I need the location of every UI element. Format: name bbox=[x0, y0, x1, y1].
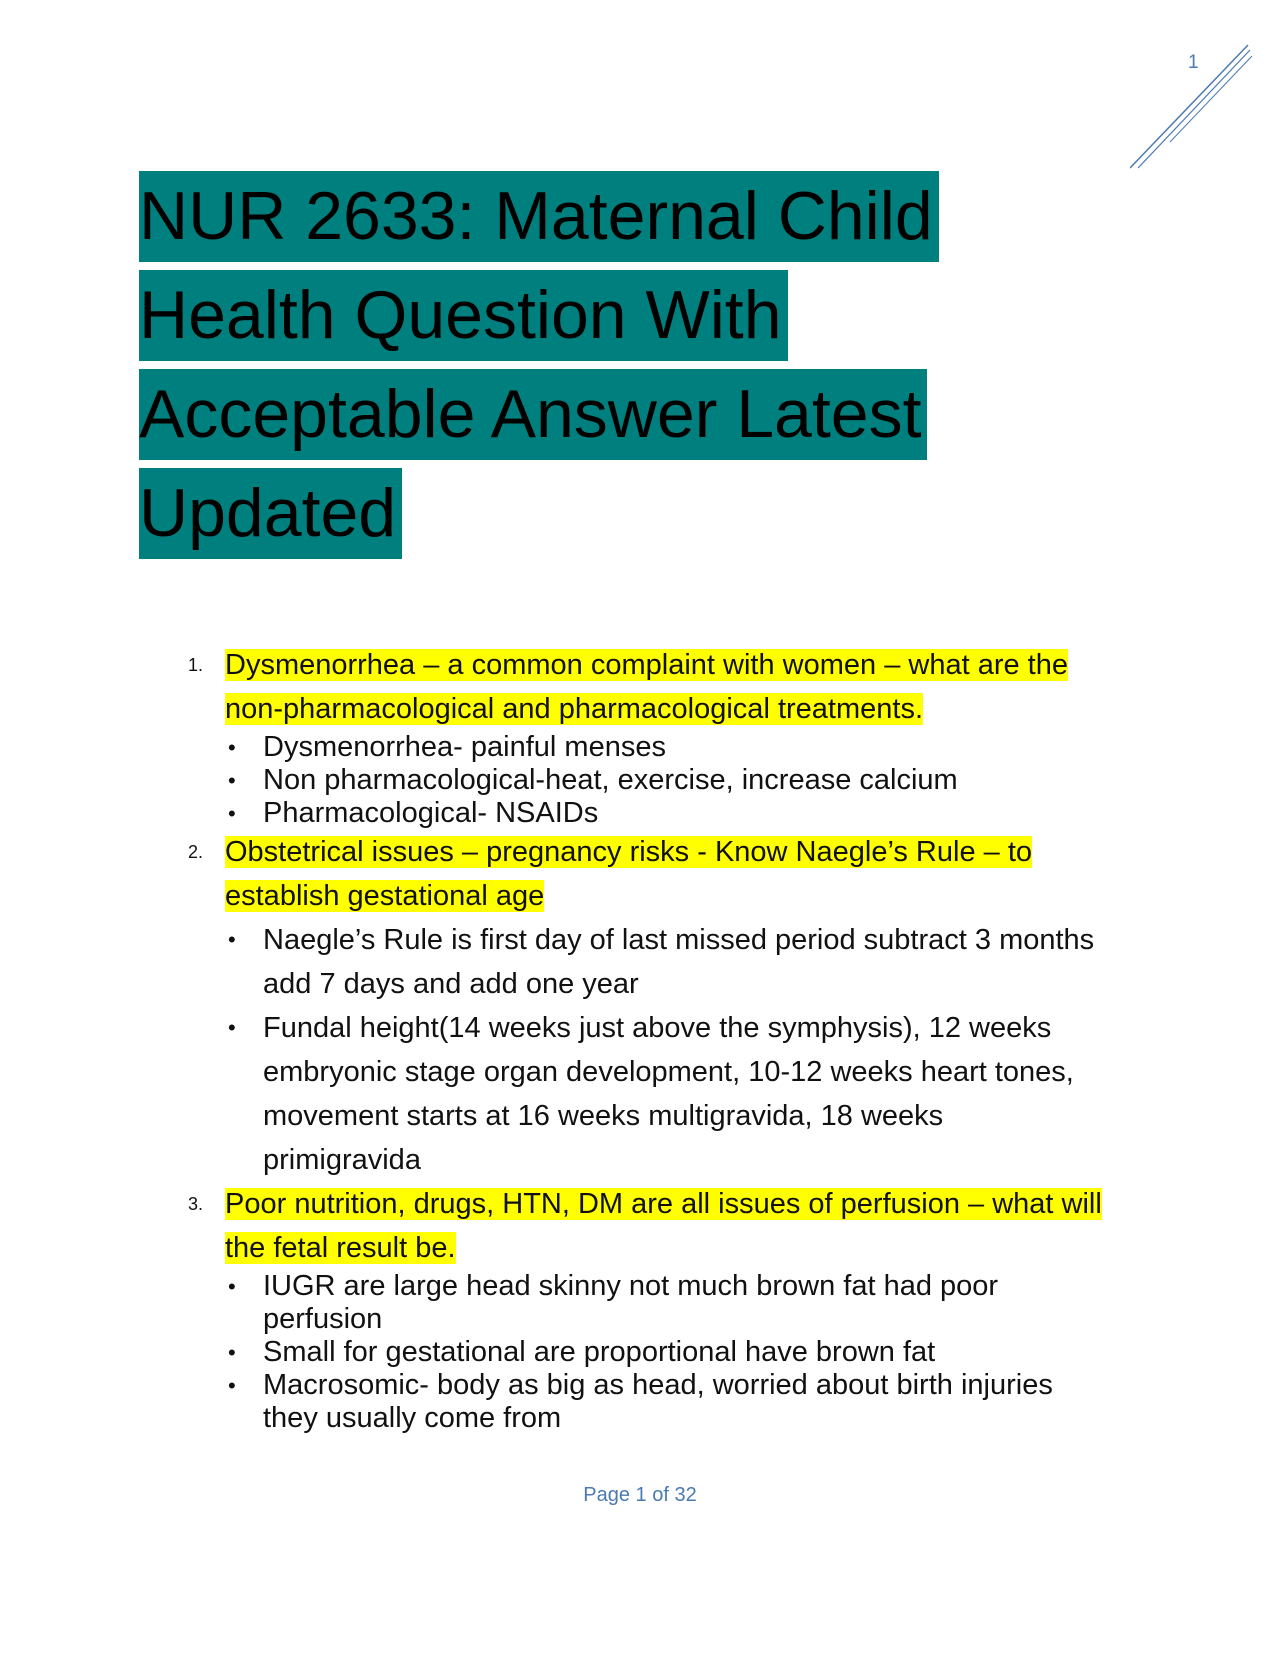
page-number: 1 bbox=[1188, 52, 1199, 73]
answer-item: • Non pharmacological-heat, exercise, increase calcium bbox=[263, 764, 1108, 797]
title-line: Acceptable Answer Latest bbox=[139, 369, 927, 460]
title-line: NUR 2633: Maternal Child bbox=[139, 171, 939, 262]
question-text: Poor nutrition, drugs, HTN, DM are all issues of perfusion – what will the fetal result be. bbox=[225, 1188, 1102, 1264]
answer-item: • Fundal height(14 weeks just above the symphysis), 12 weeks embryonic stage organ development, 10-12 weeks heart tones, movement starts at 16 weeks multigravida, 18 weeks primigravida bbox=[263, 1006, 1108, 1182]
answer-item: • Small for gestational are proportional have brown fat bbox=[263, 1336, 1108, 1369]
corner-decoration-icon bbox=[1130, 40, 1260, 180]
question-item bbox=[188, 830, 1108, 918]
title-line: Health Question With bbox=[139, 270, 788, 361]
document-title bbox=[139, 171, 939, 567]
question-list bbox=[188, 643, 1108, 1435]
question-text: Dysmenorrhea – a common complaint with women – what are the non-pharmacological and pharmacological treatments. bbox=[225, 649, 1068, 725]
question-text: Obstetrical issues – pregnancy risks - Know Naegle’s Rule – to establish gestational age bbox=[225, 836, 1033, 912]
answer-item: • Macrosomic- body as big as head, worried about birth injuries they usually come from bbox=[263, 1369, 1108, 1435]
answer-item: • Naegle’s Rule is first day of last missed period subtract 3 months add 7 days and add one year bbox=[263, 918, 1108, 1006]
answer-list bbox=[188, 1270, 1108, 1435]
question-number: 1. bbox=[188, 655, 204, 675]
title-line: Updated bbox=[139, 468, 402, 559]
answer-list bbox=[188, 731, 1108, 830]
answer-item: • Dysmenorrhea- painful menses bbox=[263, 731, 1108, 764]
question-item bbox=[188, 1182, 1108, 1270]
question-number: 2. bbox=[188, 842, 204, 862]
question-item bbox=[188, 643, 1108, 731]
question-number: 3. bbox=[188, 1194, 204, 1214]
answer-item: • IUGR are large head skinny not much brown fat had poor perfusion bbox=[263, 1270, 1108, 1336]
page-footer: Page 1 of 32 bbox=[583, 1484, 697, 1506]
answer-item: • Pharmacological- NSAIDs bbox=[263, 797, 1108, 830]
answer-list bbox=[188, 918, 1108, 1182]
